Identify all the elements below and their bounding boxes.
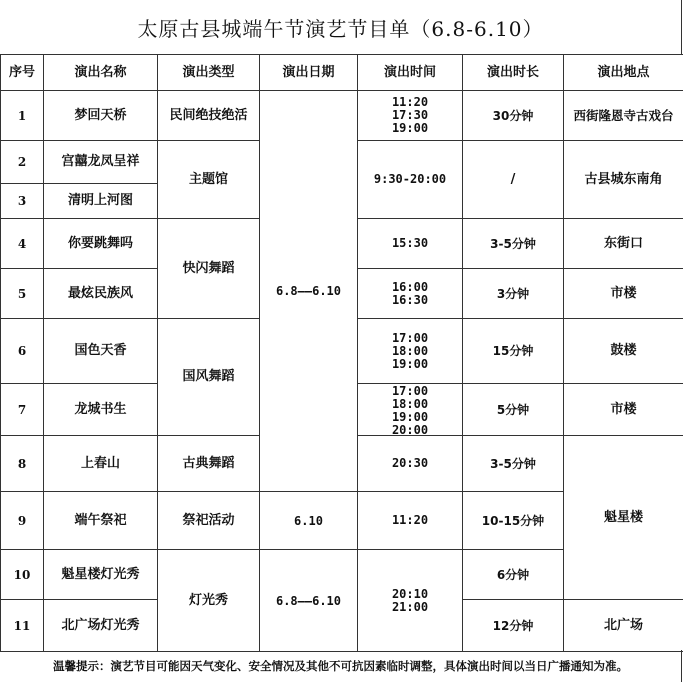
cell-type: 快闪舞蹈 — [158, 219, 260, 319]
cell-name: 梦回天桥 — [44, 91, 158, 141]
cell-no: 3 — [1, 184, 44, 219]
cell-no: 9 — [1, 492, 44, 550]
cell-time: 17:00 18:00 19:00 — [358, 319, 463, 384]
cell-type: 古典舞蹈 — [158, 436, 260, 492]
cell-name: 国色天香 — [44, 319, 158, 384]
cell-duration: 3-5分钟 — [463, 219, 564, 269]
cell-location: 市楼 — [564, 269, 683, 319]
cell-location: 鼓楼 — [564, 319, 683, 384]
cell-date: 6.8——6.10 — [260, 91, 358, 492]
cell-duration: 3分钟 — [463, 269, 564, 319]
cell-duration: 30分钟 — [463, 91, 564, 141]
cell-location: 市楼 — [564, 384, 683, 436]
cell-no: 7 — [1, 384, 44, 436]
cell-name: 魁星楼灯光秀 — [44, 550, 158, 600]
cell-name: 北广场灯光秀 — [44, 600, 158, 652]
cell-location: 东街口 — [564, 219, 683, 269]
col-header-time: 演出时间 — [358, 55, 463, 91]
cell-time: 15:30 — [358, 219, 463, 269]
cell-type: 灯光秀 — [158, 550, 260, 652]
cell-duration: / — [463, 141, 564, 219]
col-header-location: 演出地点 — [564, 55, 683, 91]
cell-type: 主题馆 — [158, 141, 260, 219]
cell-duration: 6分钟 — [463, 550, 564, 600]
cell-time: 20:10 21:00 — [358, 550, 463, 652]
table-row — [1, 91, 683, 141]
cell-date: 6.8——6.10 — [260, 550, 358, 652]
cell-no: 6 — [1, 319, 44, 384]
cell-no: 10 — [1, 550, 44, 600]
col-header-no: 序号 — [1, 55, 44, 91]
cell-location: 北广场 — [564, 600, 683, 652]
cell-time: 17:00 18:00 19:00 20:00 — [358, 384, 463, 436]
cell-duration: 5分钟 — [463, 384, 564, 436]
cell-name: 宫囍龙凤呈祥 — [44, 141, 158, 184]
cell-type: 民间绝技绝活 — [158, 91, 260, 141]
cell-name: 最炫民族风 — [44, 269, 158, 319]
cell-no: 11 — [1, 600, 44, 652]
cell-time: 11:20 — [358, 492, 463, 550]
col-header-name: 演出名称 — [44, 55, 158, 91]
cell-duration: 15分钟 — [463, 319, 564, 384]
col-header-date: 演出日期 — [260, 55, 358, 91]
cell-date: 6.10 — [260, 492, 358, 550]
cell-no: 4 — [1, 219, 44, 269]
cell-no: 2 — [1, 141, 44, 184]
cell-time: 11:20 17:30 19:00 — [358, 91, 463, 141]
col-header-type: 演出类型 — [158, 55, 260, 91]
cell-duration: 3-5分钟 — [463, 436, 564, 492]
cell-time: 9:30-20:00 — [358, 141, 463, 219]
page-title: 太原古县城端午节演艺节目单（6.8-6.10） — [0, 0, 682, 54]
cell-name: 清明上河图 — [44, 184, 158, 219]
cell-time: 20:30 — [358, 436, 463, 492]
cell-no: 5 — [1, 269, 44, 319]
header-row — [1, 55, 683, 91]
col-header-duration: 演出时长 — [463, 55, 564, 91]
cell-duration: 10-15分钟 — [463, 492, 564, 550]
cell-type: 祭祀活动 — [158, 492, 260, 550]
cell-name: 上春山 — [44, 436, 158, 492]
cell-name: 端午祭祀 — [44, 492, 158, 550]
cell-duration: 12分钟 — [463, 600, 564, 652]
cell-name: 你要跳舞吗 — [44, 219, 158, 269]
cell-name: 龙城书生 — [44, 384, 158, 436]
footer-notice: 温馨提示：演艺节目可能因天气变化、安全情况及其他不可抗因素临时调整，具体演出时间以当日广播通知为准。 — [0, 650, 682, 682]
cell-location: 魁星楼 — [564, 436, 683, 600]
cell-no: 1 — [1, 91, 44, 141]
cell-no: 8 — [1, 436, 44, 492]
cell-location: 西街隆恩寺古戏台 — [564, 91, 683, 141]
schedule-table — [0, 54, 683, 652]
cell-time: 16:00 16:30 — [358, 269, 463, 319]
cell-type: 国风舞蹈 — [158, 319, 260, 436]
cell-location: 古县城东南角 — [564, 141, 683, 219]
